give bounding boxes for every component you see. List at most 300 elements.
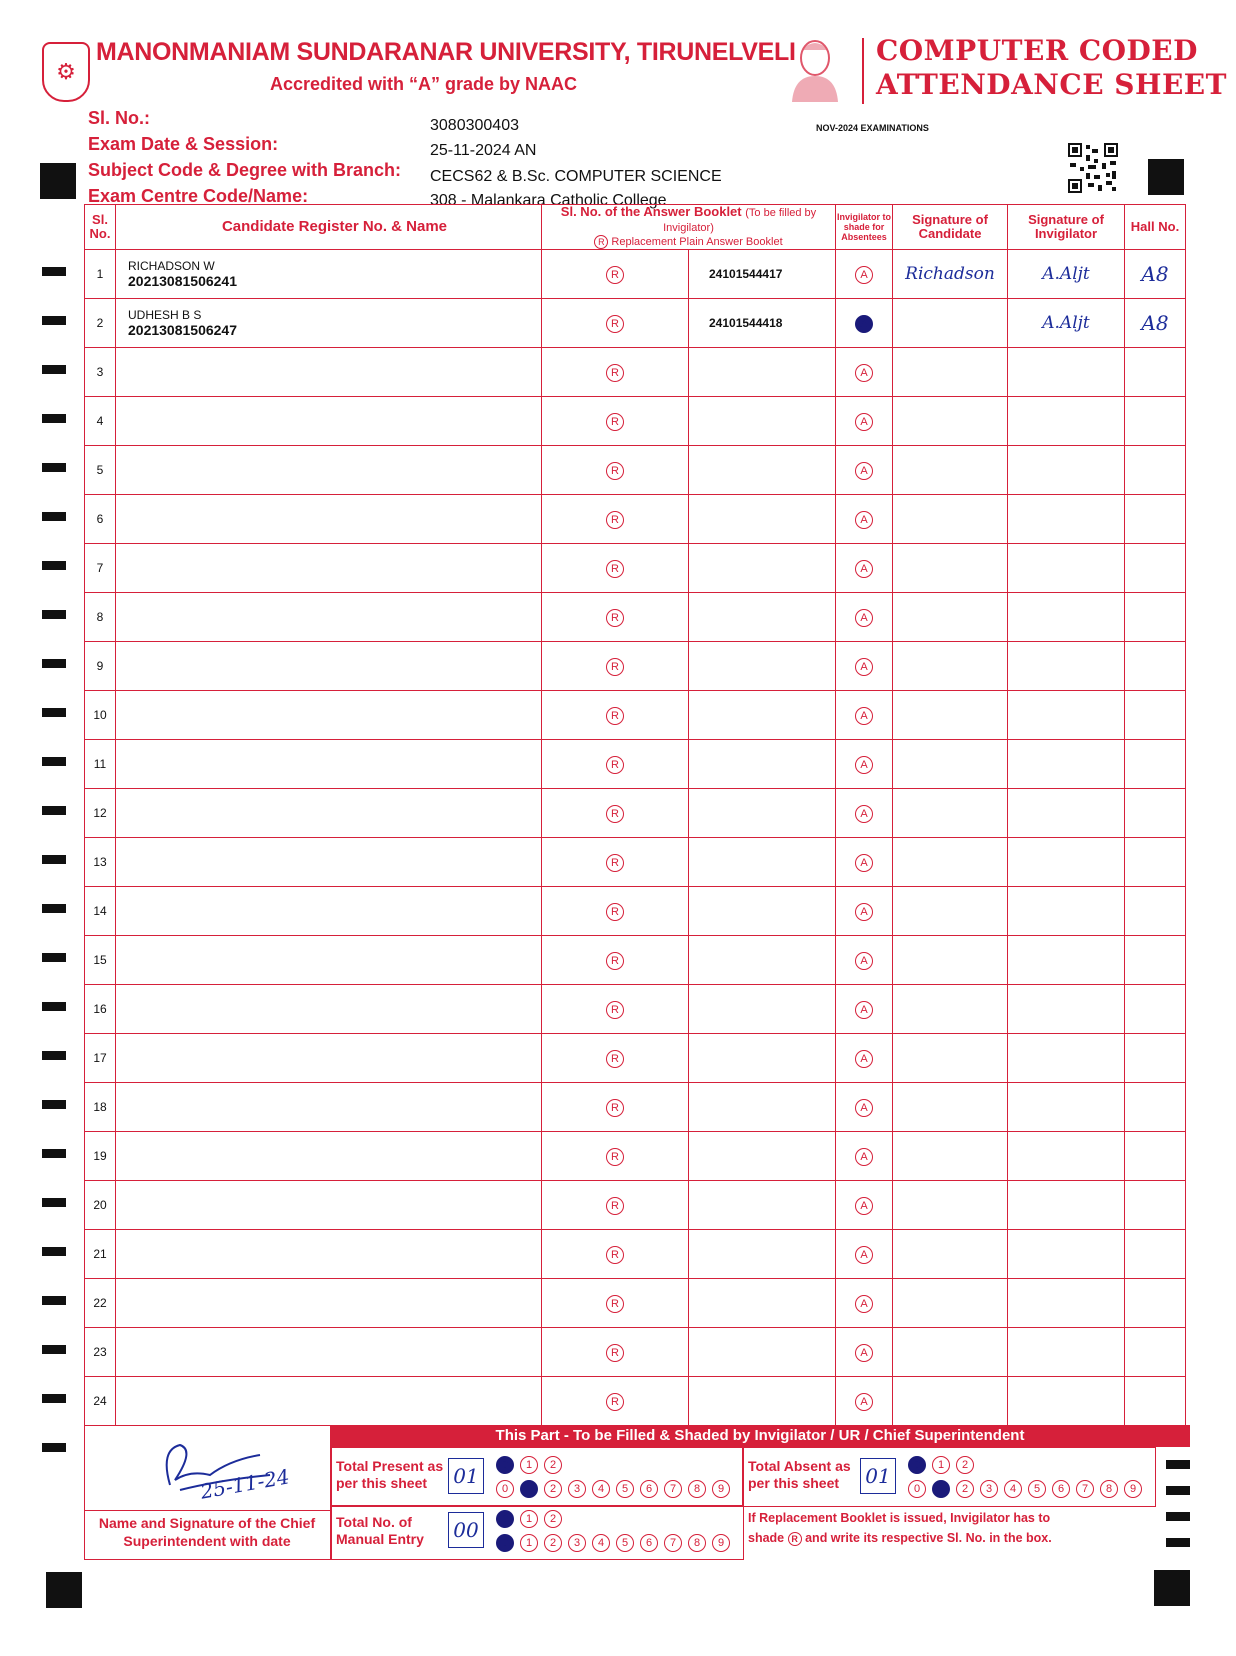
timing-mark [42, 904, 66, 913]
booklet-no [689, 446, 836, 495]
absent-cell [836, 299, 893, 348]
booklet-no [689, 936, 836, 985]
candidate-signature [893, 740, 1008, 789]
replacement-bubble[interactable]: R [606, 1148, 624, 1166]
booklet-no [689, 1377, 836, 1426]
digit-bubble[interactable]: 6 [640, 1534, 658, 1552]
candidate-signature [893, 691, 1008, 740]
invigilator-signature [1008, 985, 1125, 1034]
table-row [85, 348, 1186, 397]
manual-entry-value: 00 [448, 1512, 484, 1548]
university-logo: ⚙ [42, 42, 90, 102]
invigilator-signature [1008, 642, 1125, 691]
replacement-bubble[interactable]: R [606, 1295, 624, 1313]
digit-bubble[interactable]: 6 [640, 1480, 658, 1498]
absent-bubble[interactable]: A [855, 1393, 873, 1411]
replacement-bubble[interactable]: R [606, 952, 624, 970]
absent-bubble[interactable]: A [855, 1050, 873, 1068]
replacement-cell [542, 642, 689, 691]
exam-tag: NOV-2024 EXAMINATIONS [816, 123, 929, 133]
chief-label: Name and Signature of the Chief Superintendent with date [98, 1515, 316, 1549]
booklet-no [689, 789, 836, 838]
hall-no [1125, 1230, 1186, 1279]
absent-cell [836, 985, 893, 1034]
candidate-cell [116, 446, 542, 495]
candidate-signature [893, 985, 1008, 1034]
invigilator-signature [1008, 740, 1125, 789]
invigilator-signature [1008, 1181, 1125, 1230]
candidate-cell [116, 1328, 542, 1377]
row-sl-no: 14 [85, 887, 116, 936]
absent-bubble[interactable]: A [855, 952, 873, 970]
row-sl-no: 19 [85, 1132, 116, 1181]
booklet-no [689, 642, 836, 691]
candidate-signature [893, 838, 1008, 887]
hall-no [1125, 1328, 1186, 1377]
table-row [85, 397, 1186, 446]
hall-no [1125, 446, 1186, 495]
candidate-signature: Richadson [893, 250, 1008, 299]
digit-bubble[interactable]: 1 [932, 1456, 950, 1474]
candidate-name: UDHESH B S [128, 308, 202, 322]
table-row [85, 740, 1186, 789]
booklet-no [689, 838, 836, 887]
replacement-bubble[interactable]: R [606, 609, 624, 627]
absent-cell [836, 887, 893, 936]
table-row [85, 446, 1186, 495]
invigilator-signature [1008, 936, 1125, 985]
absent-bubble[interactable]: A [855, 1246, 873, 1264]
absent-cell [836, 1377, 893, 1426]
digit-bubble[interactable]: 2 [956, 1456, 974, 1474]
candidate-cell [116, 1279, 542, 1328]
absent-cell [836, 1181, 893, 1230]
timing-mark [42, 806, 66, 815]
hall-no [1125, 1377, 1186, 1426]
timing-mark [42, 1100, 66, 1109]
candidate-signature [893, 1181, 1008, 1230]
replacement-bubble[interactable]: R [606, 1246, 624, 1264]
registration-mark [1154, 1570, 1190, 1606]
booklet-no [689, 348, 836, 397]
replacement-cell [542, 1328, 689, 1377]
digit-bubble[interactable]: 5 [616, 1534, 634, 1552]
absent-bubble[interactable]: A [855, 903, 873, 921]
replacement-cell [542, 250, 689, 299]
replacement-bubble[interactable]: R [606, 560, 624, 578]
absent-bubble[interactable]: A [855, 364, 873, 382]
row-sl-no: 21 [85, 1230, 116, 1279]
exam-date-label: Exam Date & Session: [88, 134, 279, 154]
absent-cell [836, 495, 893, 544]
digit-bubble[interactable]: 0 [908, 1480, 926, 1498]
absent-bubble[interactable]: A [855, 609, 873, 627]
invigilator-signature [1008, 544, 1125, 593]
total-absent-value: 01 [860, 1458, 896, 1494]
col-hall-no: Hall No. [1125, 205, 1186, 250]
booklet-no [689, 985, 836, 1034]
table-row [85, 1230, 1186, 1279]
digit-bubble[interactable]: 2 [956, 1480, 974, 1498]
replacement-cell [542, 1279, 689, 1328]
present-tens-bubbles [496, 1456, 562, 1474]
table-row [85, 1279, 1186, 1328]
candidate-signature [893, 299, 1008, 348]
manual-entry-label: Total No. of Manual Entry [336, 1514, 424, 1547]
candidate-signature [893, 1279, 1008, 1328]
booklet-no [689, 1279, 836, 1328]
candidate-cell [116, 495, 542, 544]
booklet-no [689, 495, 836, 544]
replacement-bubble[interactable]: R [606, 903, 624, 921]
candidate-cell [116, 789, 542, 838]
replacement-bubble[interactable]: R [606, 1050, 624, 1068]
timing-mark [42, 610, 66, 619]
replacement-bubble[interactable]: R [606, 1001, 624, 1019]
digit-bubble[interactable]: 0 [496, 1456, 514, 1474]
row-sl-no: 16 [85, 985, 116, 1034]
digit-bubble[interactable]: 2 [544, 1480, 562, 1498]
university-name: MANONMANIAM SUNDARANAR UNIVERSITY, TIRUNELVELI [96, 38, 796, 66]
hall-no [1125, 887, 1186, 936]
exam-date-value: 25-11-2024 AN [430, 142, 537, 159]
digit-bubble[interactable]: 5 [616, 1480, 634, 1498]
registration-mark [40, 163, 76, 199]
replacement-bubble[interactable]: R [606, 658, 624, 676]
row-sl-no: 18 [85, 1083, 116, 1132]
header-divider [862, 38, 864, 104]
candidate-cell [116, 1181, 542, 1230]
digit-bubble[interactable]: 9 [1124, 1480, 1142, 1498]
attendance-table [84, 204, 1186, 1426]
registration-mark [1148, 159, 1184, 195]
absent-bubble[interactable]: A [855, 658, 873, 676]
invigilator-signature [1008, 1377, 1125, 1426]
invigilator-signature [1008, 838, 1125, 887]
digit-bubble[interactable]: 7 [664, 1534, 682, 1552]
absent-cell [836, 740, 893, 789]
digit-bubble[interactable]: 8 [688, 1534, 706, 1552]
replacement-cell [542, 1034, 689, 1083]
booklet-no [689, 1083, 836, 1132]
candidate-cell [116, 985, 542, 1034]
invigilator-signature [1008, 1230, 1125, 1279]
replacement-bubble[interactable]: R [606, 1344, 624, 1362]
absent-bubble[interactable]: A [855, 560, 873, 578]
invigilator-signature [1008, 397, 1125, 446]
invigilator-signature [1008, 1328, 1125, 1377]
timing-mark [1166, 1486, 1190, 1495]
candidate-cell [116, 1377, 542, 1426]
candidate-cell [116, 593, 542, 642]
row-sl-no: 23 [85, 1328, 116, 1377]
booklet-no [689, 593, 836, 642]
invigilator-signature: A.Aljt [1008, 299, 1125, 348]
absent-cell [836, 642, 893, 691]
absent-bubble[interactable]: A [855, 1197, 873, 1215]
digit-bubble[interactable]: 0 [496, 1480, 514, 1498]
row-sl-no: 7 [85, 544, 116, 593]
hall-no [1125, 1279, 1186, 1328]
digit-bubble[interactable]: 8 [688, 1480, 706, 1498]
timing-mark [42, 1002, 66, 1011]
candidate-signature [893, 1083, 1008, 1132]
row-sl-no: 1 [85, 250, 116, 299]
replacement-cell [542, 789, 689, 838]
replacement-cell [542, 495, 689, 544]
hall-no [1125, 740, 1186, 789]
replacement-bubble[interactable]: R [606, 413, 624, 431]
invigilator-signature: A.Aljt [1008, 250, 1125, 299]
candidate-cell [116, 1083, 542, 1132]
absent-cell [836, 1230, 893, 1279]
qr-code-icon [1068, 143, 1118, 193]
replacement-bubble[interactable]: R [606, 315, 624, 333]
replacement-bubble[interactable]: R [606, 511, 624, 529]
manual-tens-bubbles [496, 1510, 562, 1528]
table-row [85, 1034, 1186, 1083]
hall-no [1125, 397, 1186, 446]
candidate-cell [116, 1034, 542, 1083]
replacement-cell [542, 887, 689, 936]
absent-bubble[interactable]: A [855, 1295, 873, 1313]
digit-bubble[interactable]: 2 [544, 1510, 562, 1528]
footer-banner: This Part - To be Filled & Shaded by Invigilator / UR / Chief Superintendent [330, 1425, 1190, 1447]
hall-no [1125, 495, 1186, 544]
digit-bubble[interactable]: 4 [592, 1534, 610, 1552]
digit-bubble[interactable]: 9 [712, 1480, 730, 1498]
absent-bubble[interactable]: A [855, 1001, 873, 1019]
hall-no [1125, 544, 1186, 593]
row-sl-no: 17 [85, 1034, 116, 1083]
replacement-cell [542, 985, 689, 1034]
candidate-signature [893, 1230, 1008, 1279]
digit-bubble[interactable]: 1 [932, 1480, 950, 1498]
booklet-no [689, 691, 836, 740]
hall-no [1125, 789, 1186, 838]
replacement-cell [542, 446, 689, 495]
absent-bubble[interactable]: A [855, 707, 873, 725]
invigilator-signature [1008, 887, 1125, 936]
booklet-no [689, 1132, 836, 1181]
absent-cell [836, 1328, 893, 1377]
candidate-name: RICHADSON W [128, 259, 215, 273]
replacement-note-line-1: If Replacement Booklet is issued, Invigilator has to [748, 1511, 1051, 1525]
col-sl-no: Sl. No. [85, 205, 116, 250]
timing-mark [42, 1345, 66, 1354]
hall-no [1125, 1132, 1186, 1181]
replacement-bubble[interactable]: R [606, 1197, 624, 1215]
absent-bubble[interactable]: A [855, 756, 873, 774]
replacement-bubble[interactable]: R [606, 1393, 624, 1411]
absent-tens-bubbles [908, 1456, 974, 1474]
row-sl-no: 4 [85, 397, 116, 446]
table-row [85, 691, 1186, 740]
absent-bubble[interactable]: A [855, 413, 873, 431]
booklet-no [689, 397, 836, 446]
absent-cell [836, 250, 893, 299]
digit-bubble[interactable]: 1 [520, 1510, 538, 1528]
replacement-note-line-2a: shade [748, 1531, 785, 1545]
candidate-register-no: 20213081506247 [128, 322, 238, 338]
candidate-signature [893, 348, 1008, 397]
replacement-note-line-2b: and write its respective Sl. No. in the box. [805, 1531, 1052, 1545]
candidate-signature [893, 936, 1008, 985]
timing-mark [42, 267, 66, 276]
absent-cell [836, 1083, 893, 1132]
absent-cell [836, 593, 893, 642]
sheet-title-line-1: COMPUTER CODED [876, 34, 1198, 67]
timing-mark [42, 1394, 66, 1403]
timing-mark [42, 463, 66, 472]
invigilator-signature [1008, 593, 1125, 642]
candidate-cell [116, 299, 542, 348]
booklet-no [689, 740, 836, 789]
table-row [85, 544, 1186, 593]
candidate-cell [116, 1132, 542, 1181]
hall-no [1125, 838, 1186, 887]
replacement-cell [542, 348, 689, 397]
chief-divider [84, 1510, 330, 1511]
digit-bubble[interactable]: 0 [496, 1534, 514, 1552]
replacement-cell [542, 936, 689, 985]
digit-bubble[interactable]: 1 [520, 1456, 538, 1474]
digit-bubble[interactable]: 4 [592, 1480, 610, 1498]
replacement-bubble[interactable]: R [606, 805, 624, 823]
replacement-cell [542, 397, 689, 446]
timing-mark [42, 1149, 66, 1158]
row-sl-no: 5 [85, 446, 116, 495]
digit-bubble[interactable]: 2 [544, 1456, 562, 1474]
row-sl-no: 2 [85, 299, 116, 348]
digit-bubble[interactable]: 2 [544, 1534, 562, 1552]
replacement-bubble[interactable]: R [606, 266, 624, 284]
invigilator-signature [1008, 1083, 1125, 1132]
digit-bubble[interactable]: 7 [664, 1480, 682, 1498]
candidate-cell [116, 642, 542, 691]
row-sl-no: 22 [85, 1279, 116, 1328]
invigilator-signature [1008, 1034, 1125, 1083]
sheet-title-line-2: ATTENDANCE SHEET [876, 68, 1227, 101]
digit-bubble[interactable]: 3 [980, 1480, 998, 1498]
invigilator-signature [1008, 446, 1125, 495]
table-row [85, 838, 1186, 887]
replacement-bubble[interactable]: R [606, 707, 624, 725]
replacement-cell [542, 1132, 689, 1181]
absent-bubble[interactable]: A [855, 1099, 873, 1117]
table-row [85, 1132, 1186, 1181]
absent-bubble[interactable]: A [855, 854, 873, 872]
table-row [85, 789, 1186, 838]
candidate-signature [893, 642, 1008, 691]
accreditation-text: Accredited with “A” grade by NAAC [270, 74, 578, 94]
replacement-cell [542, 1230, 689, 1279]
absent-cell [836, 838, 893, 887]
candidate-signature [893, 495, 1008, 544]
replacement-bubble[interactable]: R [606, 854, 624, 872]
row-sl-no: 11 [85, 740, 116, 789]
replacement-cell [542, 593, 689, 642]
table-row [85, 985, 1186, 1034]
centre-label: Exam Centre Code/Name: [88, 186, 309, 206]
digit-bubble[interactable]: 1 [520, 1534, 538, 1552]
col-absent: Invigilator to shade for Absentees [836, 205, 893, 250]
booklet-header-note: (To be filled by Invigilator) [663, 207, 817, 234]
timing-mark [42, 1247, 66, 1256]
digit-bubble[interactable]: 7 [1076, 1480, 1094, 1498]
absent-bubble[interactable]: A [855, 1148, 873, 1166]
table-header-row [85, 205, 1186, 250]
hall-no [1125, 936, 1186, 985]
replacement-bubble[interactable]: R [606, 462, 624, 480]
hall-no: A8 [1125, 299, 1186, 348]
timing-mark [1166, 1538, 1190, 1547]
total-absent-label: Total Absent as per this sheet [748, 1458, 851, 1491]
absent-bubble[interactable]: A [855, 462, 873, 480]
table-row [85, 1181, 1186, 1230]
row-sl-no: 12 [85, 789, 116, 838]
digit-bubble[interactable]: 1 [520, 1480, 538, 1498]
absent-cell [836, 446, 893, 495]
absent-bubble[interactable]: A [855, 1344, 873, 1362]
digit-bubble[interactable]: 6 [1052, 1480, 1070, 1498]
hall-no [1125, 642, 1186, 691]
hall-no: A8 [1125, 250, 1186, 299]
timing-mark [42, 1296, 66, 1305]
candidate-cell [116, 887, 542, 936]
timing-mark [42, 512, 66, 521]
replacement-bubble[interactable]: R [606, 756, 624, 774]
digit-bubble[interactable]: 5 [1028, 1480, 1046, 1498]
absent-cell [836, 348, 893, 397]
candidate-signature [893, 446, 1008, 495]
digit-bubble[interactable]: 4 [1004, 1480, 1022, 1498]
table-row [85, 495, 1186, 544]
r-bubble-icon: R [788, 1532, 802, 1546]
digit-bubble[interactable]: 3 [568, 1534, 586, 1552]
replacement-bubble[interactable]: R [606, 364, 624, 382]
total-present-value: 01 [448, 1458, 484, 1494]
replacement-cell [542, 1083, 689, 1132]
hall-no [1125, 985, 1186, 1034]
candidate-cell [116, 397, 542, 446]
table-row [85, 593, 1186, 642]
absent-bubble[interactable]: A [855, 511, 873, 529]
digit-bubble[interactable]: 9 [712, 1534, 730, 1552]
present-units-bubbles [496, 1480, 730, 1498]
booklet-no: 24101544417 [689, 250, 836, 299]
digit-bubble[interactable]: 0 [908, 1456, 926, 1474]
digit-bubble[interactable]: 0 [496, 1510, 514, 1528]
absent-bubble[interactable]: A [855, 315, 873, 333]
digit-bubble[interactable]: 3 [568, 1480, 586, 1498]
table-row [85, 642, 1186, 691]
absent-bubble[interactable]: A [855, 805, 873, 823]
timing-mark [42, 757, 66, 766]
replacement-cell [542, 1181, 689, 1230]
subject-label: Subject Code & Degree with Branch: [88, 160, 402, 180]
timing-mark [42, 1198, 66, 1207]
invigilator-signature [1008, 691, 1125, 740]
absent-bubble[interactable]: A [855, 266, 873, 284]
replacement-bubble[interactable]: R [606, 1099, 624, 1117]
booklet-header: Sl. No. of the Answer Booklet [560, 204, 742, 219]
chief-signature-icon [150, 1430, 320, 1510]
founder-portrait-icon [786, 36, 844, 102]
absent-cell [836, 397, 893, 446]
table-row [85, 250, 1186, 299]
digit-bubble[interactable]: 8 [1100, 1480, 1118, 1498]
